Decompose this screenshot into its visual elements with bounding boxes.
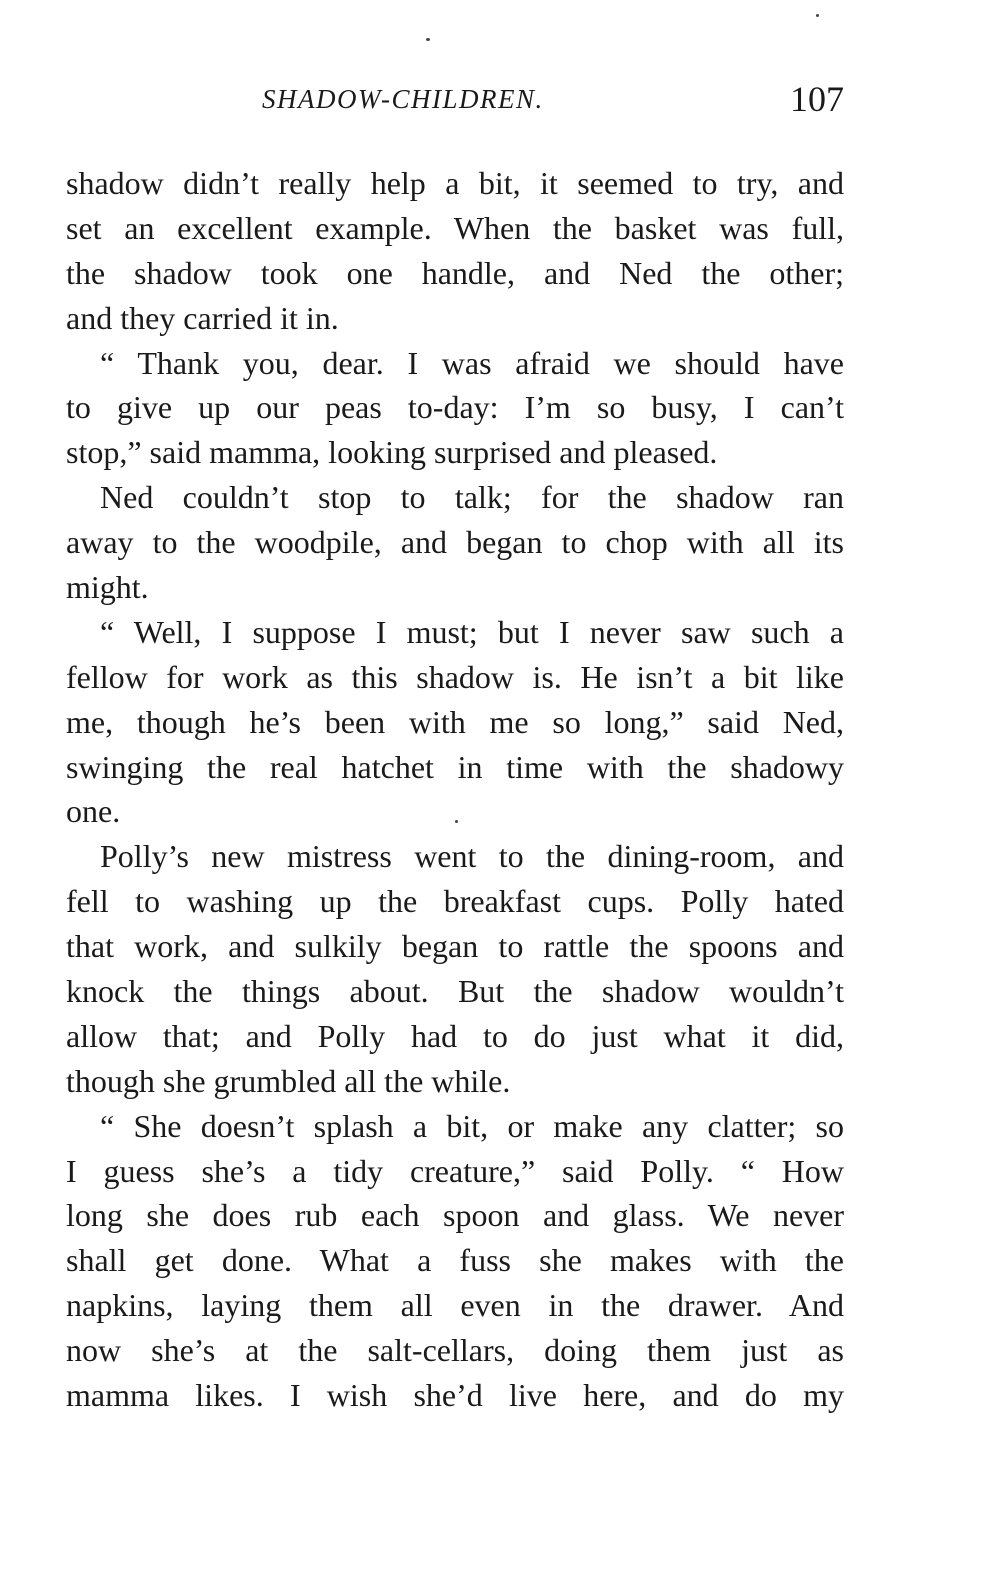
text-line: and they carried it in. <box>66 299 339 336</box>
text-line: Ned couldn’t stop to talk; for the shadow ran <box>100 479 844 516</box>
text-line: “ She doesn’t splash a bit, or make any clatter; so <box>100 1107 844 1144</box>
text-line: to give up our peas to-day: I’m so busy, I can’t <box>66 389 844 426</box>
text-line: stop,” said mamma, looking surprised and pleased. <box>66 434 718 471</box>
text-line: away to the woodpile, and began to chop with all its <box>66 524 844 561</box>
text-line: shadow didn’t really help a bit, it seemed to try, and <box>66 165 844 201</box>
text-line: now she’s at the salt-cellars, doing them just as <box>66 1332 844 1369</box>
text-line: though she grumbled all the while. <box>66 1062 511 1099</box>
scan-speck <box>816 14 819 17</box>
text-line: that work, and sulkily began to rattle the spoons and <box>66 928 844 965</box>
text-line: Polly’s new mistress went to the dining-room, and <box>100 838 844 875</box>
running-title: SHADOW-CHILDREN. <box>262 84 544 114</box>
text-line: I guess she’s a tidy creature,” said Polly. “ How <box>66 1152 844 1189</box>
text-line: allow that; and Polly had to do just what it did, <box>66 1017 844 1054</box>
text-line: me, though he’s been with me so long,” said Ned, <box>66 703 844 740</box>
text-line: shall get done. What a fuss she makes with the <box>66 1242 844 1279</box>
text-line: fellow for work as this shadow is. He isn’t a bit like <box>66 658 844 695</box>
text-line: “ Thank you, dear. I was afraid we should have <box>100 344 844 381</box>
scan-speck <box>455 820 458 823</box>
text-line: set an excellent example. When the basket was full, <box>66 209 844 246</box>
text-line: the shadow took one handle, and Ned the other; <box>66 254 844 291</box>
text-line: fell to washing up the breakfast cups. Polly hated <box>66 883 844 920</box>
page-number: 107 <box>790 79 844 119</box>
text-line: napkins, laying them all even in the drawer. And <box>66 1287 844 1324</box>
text-line: swinging the real hatchet in time with the shadowy <box>66 748 844 785</box>
text-line: mamma likes. I wish she’d live here, and do my <box>66 1377 844 1414</box>
body-text <box>66 161 844 1418</box>
text-line: “ Well, I suppose I must; but I never saw such a <box>100 613 844 650</box>
text-line: knock the things about. But the shadow wouldn’t <box>66 973 844 1010</box>
scan-speck <box>426 38 430 41</box>
running-head <box>66 78 844 126</box>
text-line: long she does rub each spoon and glass. We never <box>66 1197 844 1234</box>
text-line: one. <box>66 793 121 830</box>
text-line: might. <box>66 569 149 606</box>
